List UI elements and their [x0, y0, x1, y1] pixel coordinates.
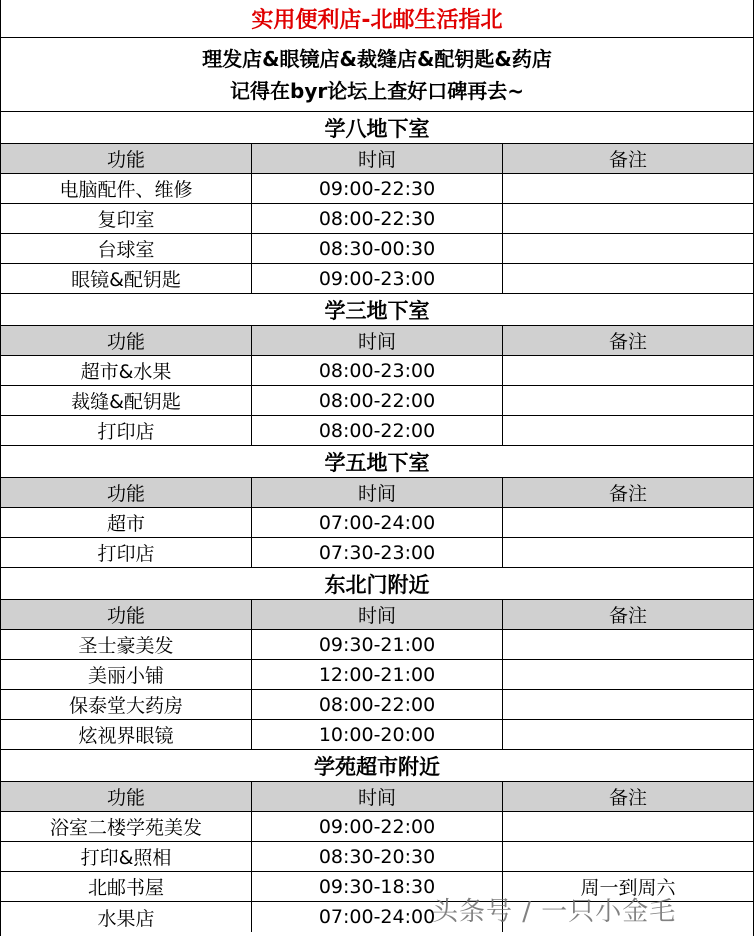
function-cell: 保泰堂大药房 — [1, 690, 252, 719]
watermark-text: 头条号 / 一只小金毛 — [432, 897, 677, 927]
note-cell — [503, 812, 753, 841]
column-header: 时间 — [252, 478, 503, 507]
function-cell: 打印店 — [1, 538, 252, 567]
sheet-title: 实用便利店-北邮生活指北 — [251, 8, 503, 33]
time-cell: 07:00-24:00 — [252, 508, 503, 537]
note-cell — [503, 690, 753, 719]
table-row — [1, 174, 753, 204]
column-header-row — [1, 600, 753, 630]
time-cell: 08:30-20:30 — [252, 842, 503, 871]
note-cell — [503, 660, 753, 689]
note-cell: 周一到周六 — [580, 877, 676, 899]
table-row — [1, 630, 753, 660]
table-row — [1, 812, 753, 842]
column-header-row — [1, 782, 753, 812]
function-cell: 眼镜&配钥匙 — [1, 264, 252, 293]
time-cell: 12:00-21:00 — [252, 660, 503, 689]
section-title-row — [1, 112, 753, 144]
function-cell: 水果店 — [1, 902, 252, 932]
column-header: 时间 — [252, 600, 503, 629]
table-row — [1, 356, 753, 386]
note-cell — [503, 630, 753, 659]
note-cell — [503, 356, 753, 385]
time-cell: 07:30-23:00 — [252, 538, 503, 567]
time-cell: 08:30-00:30 — [252, 234, 503, 263]
column-header-row — [1, 144, 753, 174]
column-header-row — [1, 478, 753, 508]
time-cell: 09:30-18:30 — [252, 872, 503, 901]
function-cell: 圣士豪美发 — [1, 630, 252, 659]
column-header: 时间 — [252, 782, 503, 811]
note-cell — [503, 174, 753, 203]
column-header: 备注 — [608, 483, 647, 505]
table-row — [1, 234, 753, 264]
section-title: 东北门附近 — [324, 572, 430, 597]
time-cell: 08:00-23:00 — [252, 356, 503, 385]
function-cell: 复印室 — [1, 204, 252, 233]
column-header: 时间 — [252, 144, 503, 173]
time-cell: 09:30-21:00 — [252, 630, 503, 659]
column-header: 时间 — [252, 326, 503, 355]
column-header: 备注 — [608, 787, 647, 809]
time-cell: 08:00-22:00 — [252, 416, 503, 445]
time-cell: 07:00-24:00 — [252, 902, 503, 932]
section-title: 学五地下室 — [324, 450, 430, 475]
time-cell: 08:00-22:30 — [252, 204, 503, 233]
section-title-row — [1, 294, 753, 326]
function-cell: 打印&照相 — [1, 842, 252, 871]
column-header: 备注 — [608, 149, 647, 171]
time-cell: 10:00-20:00 — [252, 720, 503, 749]
section-title-row — [1, 446, 753, 478]
note-cell — [503, 720, 753, 749]
note-cell — [503, 204, 753, 233]
table-row — [1, 264, 753, 294]
time-cell: 08:00-22:00 — [252, 690, 503, 719]
column-header: 功能 — [1, 600, 252, 629]
function-cell: 裁缝&配钥匙 — [1, 386, 252, 415]
table-row — [1, 508, 753, 538]
column-header: 功能 — [1, 326, 252, 355]
section-title: 学苑超市附近 — [314, 754, 440, 779]
time-cell: 08:00-22:00 — [252, 386, 503, 415]
column-header: 功能 — [1, 144, 252, 173]
table-row — [1, 204, 753, 234]
table-row — [1, 720, 753, 750]
sections-container — [1, 112, 753, 932]
section-title-row — [1, 750, 753, 782]
time-cell: 09:00-22:30 — [252, 174, 503, 203]
column-header-row — [1, 326, 753, 356]
subtitle-line-1: 理发店&眼镜店&裁缝店&配钥匙&药店 — [202, 46, 552, 71]
note-cell — [503, 234, 753, 263]
function-cell: 电脑配件、维修 — [1, 174, 252, 203]
function-cell: 台球室 — [1, 234, 252, 263]
column-header: 备注 — [608, 331, 647, 353]
function-cell: 浴室二楼学苑美发 — [1, 812, 252, 841]
function-cell: 超市 — [1, 508, 252, 537]
time-cell: 09:00-22:00 — [252, 812, 503, 841]
function-cell: 超市&水果 — [1, 356, 252, 385]
function-cell: 美丽小铺 — [1, 660, 252, 689]
section-title: 学八地下室 — [324, 116, 430, 141]
function-cell: 打印店 — [1, 416, 252, 445]
note-cell — [503, 386, 753, 415]
function-cell: 北邮书屋 — [1, 872, 252, 901]
table-row — [1, 842, 753, 872]
note-cell — [503, 842, 753, 871]
note-cell — [503, 508, 753, 537]
table-row — [1, 690, 753, 720]
time-cell: 09:00-23:00 — [252, 264, 503, 293]
table-row — [1, 386, 753, 416]
sheet-title-row — [1, 0, 753, 38]
function-cell: 炫视界眼镜 — [1, 720, 252, 749]
section-title-row — [1, 568, 753, 600]
table-row — [1, 660, 753, 690]
column-header: 功能 — [1, 782, 252, 811]
table-row — [1, 416, 753, 446]
section-title: 学三地下室 — [324, 298, 430, 323]
note-cell — [503, 538, 753, 567]
table-row — [1, 538, 753, 568]
column-header: 备注 — [608, 605, 647, 627]
subtitle-row — [1, 38, 753, 112]
subtitle-line-2: 记得在byr论坛上查好口碑再去~ — [230, 78, 524, 103]
note-cell — [503, 416, 753, 445]
note-cell — [503, 264, 753, 293]
column-header: 功能 — [1, 478, 252, 507]
